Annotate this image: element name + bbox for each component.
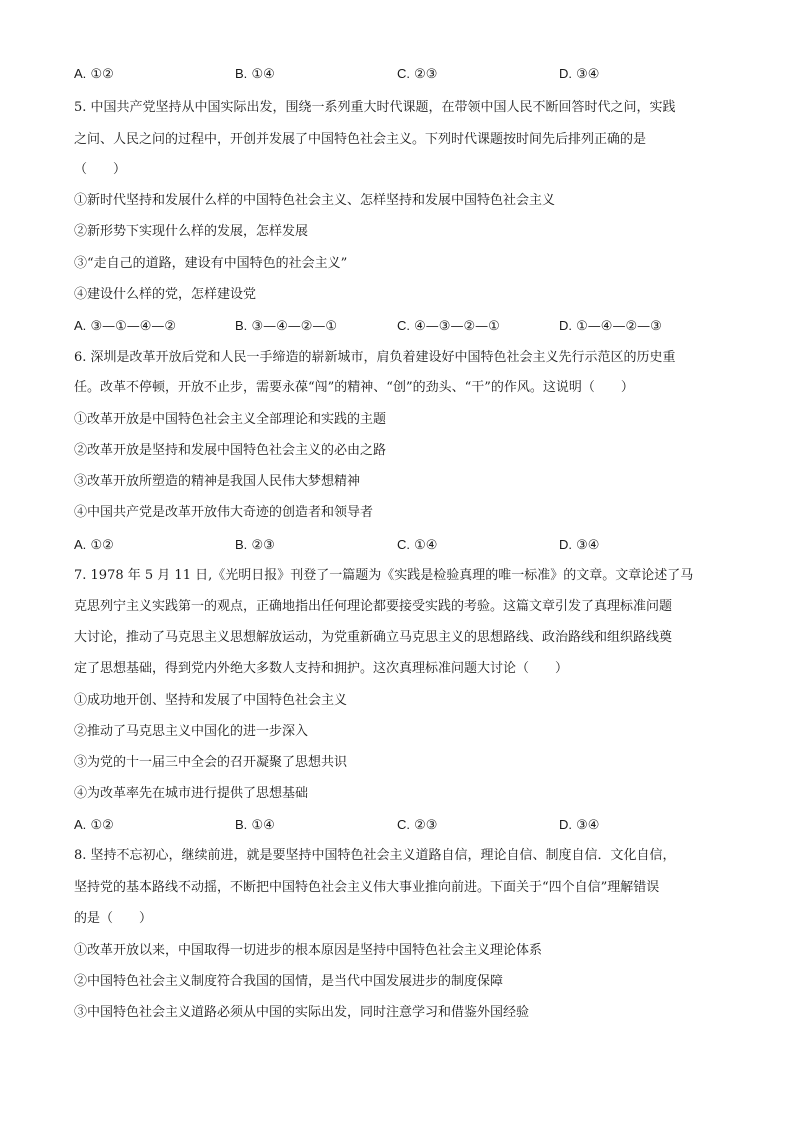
q8-stem-line-1: 8. 坚持不忘初心，继续前进，就是要坚持中国特色社会主义道路自信，理论自信、制度自信．文化自信， [74, 848, 676, 863]
q7-options [74, 815, 724, 835]
q5-item-4: ④建设什么样的党，怎样建设党 [74, 287, 257, 302]
q7-stem-line-2: 克思列宁主义实践第一的观点，正确地指出任何理论都要接受实践的考验。这篇文章引发了真理标准问题 [74, 599, 673, 614]
option-b: B. ③—④—②—① [235, 318, 338, 334]
option-d: D. ③④ [559, 817, 600, 833]
q4-options [74, 64, 724, 84]
option-b: B. ①④ [235, 817, 275, 833]
option-a: A. ①② [74, 66, 114, 82]
q8-stem-line-2: 坚持党的基本路线不动摇，不断把中国特色社会主义伟大事业推向前进。下面关于“四个自信”理解错误 [74, 880, 660, 895]
q8-stem-line-3: 的是（ ） [74, 911, 153, 926]
q6-stem-line-2: 任。改革不停顿，开放不止步，需要永葆“闯”的精神、“创”的劲头、“干”的作风。这说明（ ） [74, 380, 634, 395]
q8-item-1: ①改革开放以来，中国取得一切进步的根本原因是坚持中国特色社会主义理论体系 [74, 943, 543, 958]
q6-item-4: ④中国共产党是改革开放伟大奇迹的创造者和领导者 [74, 505, 374, 520]
option-c: C. ②③ [397, 817, 438, 833]
q8-item-3: ③中国特色社会主义道路必须从中国的实际出发，同时注意学习和借鉴外国经验 [74, 1005, 530, 1020]
option-a: A. ③—①—④—② [74, 318, 177, 334]
option-c: C. ②③ [397, 66, 438, 82]
q5-item-1: ①新时代坚持和发展什么样的中国特色社会主义、怎样坚持和发展中国特色社会主义 [74, 193, 556, 208]
option-a: A. ①② [74, 817, 114, 833]
option-b: B. ②③ [235, 537, 275, 553]
q6-options [74, 535, 724, 555]
q6-item-3: ③改革开放所塑造的精神是我国人民伟大梦想精神 [74, 474, 361, 489]
q7-item-4: ④为改革率先在城市进行提供了思想基础 [74, 786, 309, 801]
q7-item-3: ③为党的十一届三中全会的召开凝聚了思想共识 [74, 755, 348, 770]
option-d: D. ③④ [559, 537, 600, 553]
q5-stem-line-1: 5. 中国共产党坚持从中国实际出发，围绕一系列重大时代课题，在带领中国人民不断回答时代之问，实践 [74, 100, 676, 115]
option-d: D. ③④ [559, 66, 600, 82]
option-b: B. ①④ [235, 66, 275, 82]
q6-item-2: ②改革开放是坚持和发展中国特色社会主义的必由之路 [74, 443, 387, 458]
q7-stem-line-4: 定了思想基础，得到党内外绝大多数人支持和拥护。这次真理标准问题大讨论（ ） [74, 661, 569, 676]
q5-stem-line-2: 之问、人民之问的过程中，开创并发展了中国特色社会主义。下列时代课题按时间先后排列正确的是 [74, 132, 647, 147]
q5-options [74, 316, 724, 336]
q6-stem-line-1: 6. 深圳是改革开放后党和人民一手缔造的崭新城市，肩负着建设好中国特色社会主义先行示范区的历史重 [74, 350, 676, 365]
option-d: D. ①—④—②—③ [559, 318, 662, 334]
q7-item-1: ①成功地开创、坚持和发展了中国特色社会主义 [74, 693, 348, 708]
q7-item-2: ②推动了马克思主义中国化的进一步深入 [74, 724, 309, 739]
option-c: C. ①④ [397, 537, 438, 553]
q7-stem-line-1: 7. 1978 年 5 月 11 日,《光明日报》刊登了一篇题为《实践是检验真理的唯一标准》的文章。文章论述了马 [74, 568, 694, 583]
q5-item-2: ②新形势下实现什么样的发展，怎样发展 [74, 224, 309, 239]
option-a: A. ①② [74, 537, 114, 553]
q5-stem-line-3: （ ） [74, 162, 127, 177]
q6-item-1: ①改革开放是中国特色社会主义全部理论和实践的主题 [74, 412, 387, 427]
q7-stem-line-3: 大讨论，推动了马克思主义思想解放运动，为党重新确立马克思主义的思想路线、政治路线和组织路线奠 [74, 630, 673, 645]
q8-item-2: ②中国特色社会主义制度符合我国的国情，是当代中国发展进步的制度保障 [74, 974, 504, 989]
q5-item-3: ③“走自己的道路，建设有中国特色的社会主义” [74, 256, 348, 271]
option-c: C. ④—③—②—① [397, 318, 500, 334]
